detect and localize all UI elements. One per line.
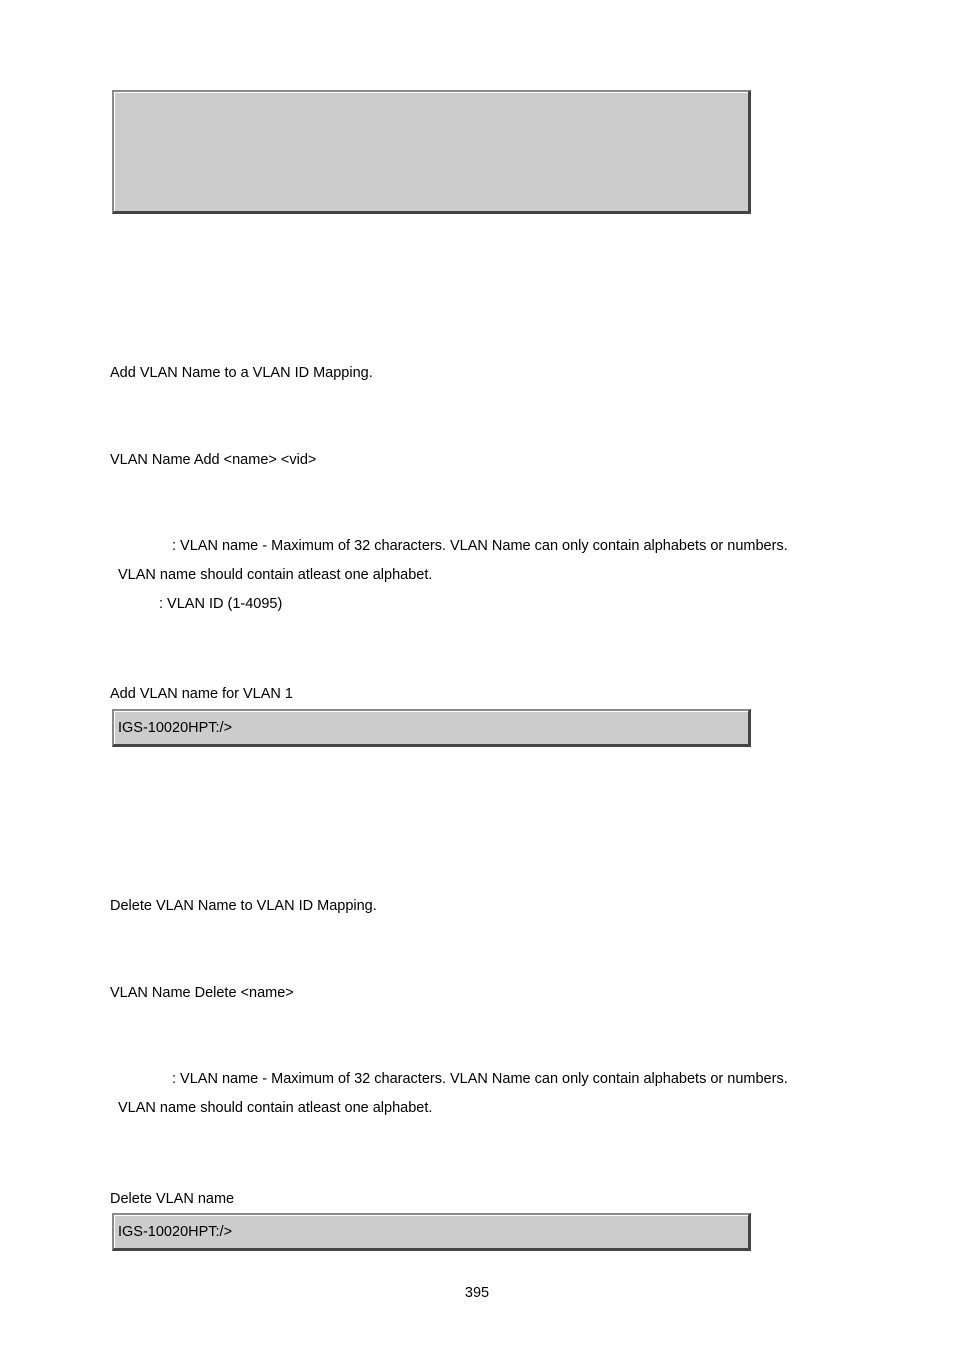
add-description: Add VLAN Name to a VLAN ID Mapping.	[110, 365, 373, 381]
page-number: 395	[464, 1285, 490, 1301]
add-param-name-description: : VLAN name - Maximum of 32 characters. VLAN Name can only contain alphabets or numbers.	[172, 538, 788, 554]
top-console-box	[112, 90, 751, 214]
delete-param-name-description: : VLAN name - Maximum of 32 characters. VLAN Name can only contain alphabets or numbers.	[172, 1071, 788, 1087]
add-console-box	[112, 709, 751, 747]
delete-console-prompt: IGS-10020HPT:/>	[118, 1224, 233, 1240]
delete-param-name-description-continued: VLAN name should contain atleast one alphabet.	[118, 1100, 433, 1116]
add-console-prompt: IGS-10020HPT:/>	[118, 720, 233, 736]
add-param-vid-description: : VLAN ID (1-4095)	[159, 596, 283, 612]
delete-example-title: Delete VLAN name	[110, 1191, 235, 1207]
add-param-name-description-continued: VLAN name should contain atleast one alphabet.	[118, 567, 433, 583]
add-example-title: Add VLAN name for VLAN 1	[110, 686, 293, 702]
delete-syntax: VLAN Name Delete <name>	[110, 985, 294, 1001]
delete-console-box	[112, 1213, 751, 1251]
add-syntax: VLAN Name Add <name> <vid>	[110, 452, 317, 468]
delete-description: Delete VLAN Name to VLAN ID Mapping.	[110, 898, 377, 914]
